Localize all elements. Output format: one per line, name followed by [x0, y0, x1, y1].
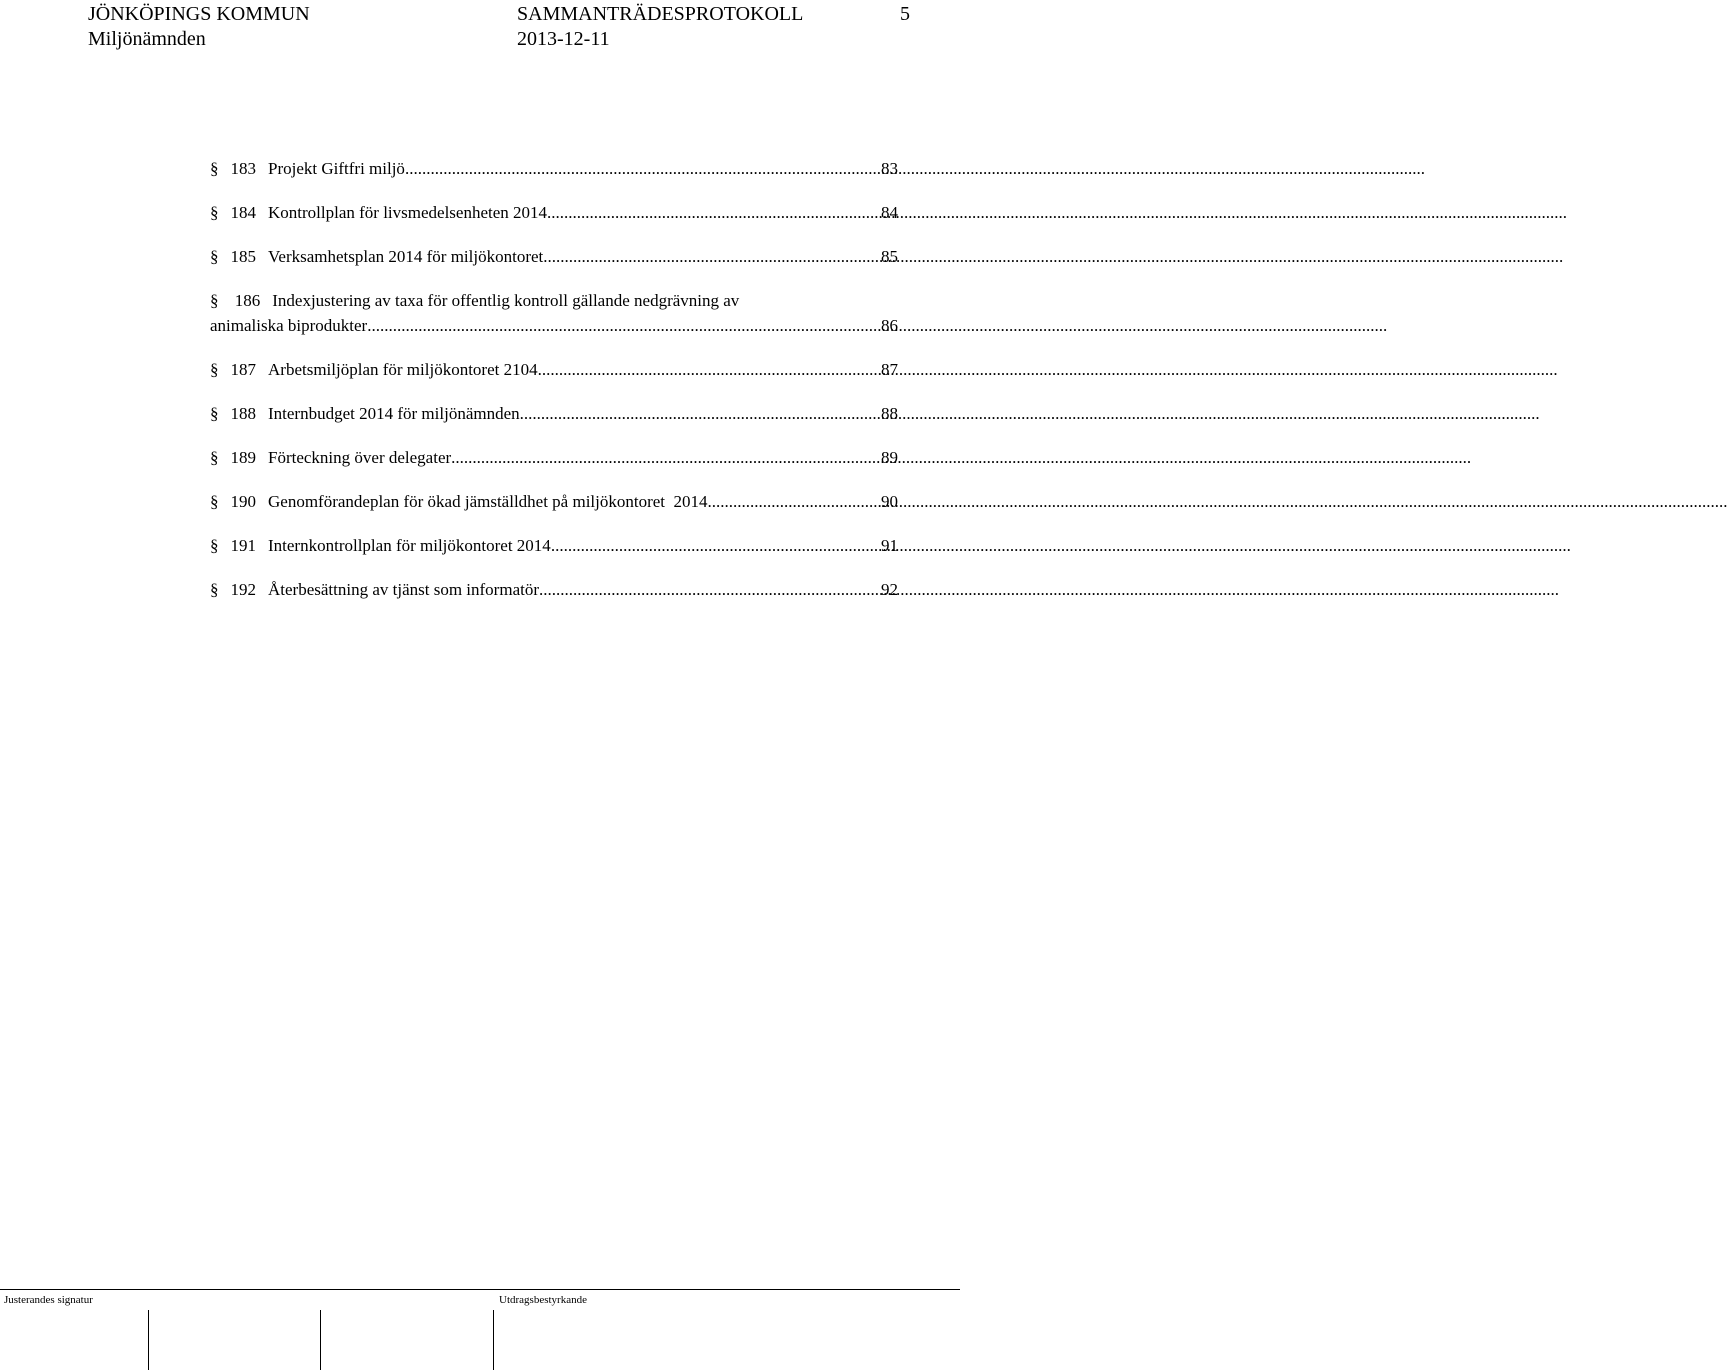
- section-sign: §: [210, 404, 219, 423]
- toc-entry-page: 89: [881, 448, 898, 467]
- document-type: SAMMANTRÄDESPROTOKOLL: [517, 3, 804, 25]
- organization-name: JÖNKÖPINGS KOMMUN: [88, 3, 310, 25]
- dot-leader: [405, 156, 880, 181]
- toc-entry-title-line2: animaliska biprodukter: [210, 316, 368, 335]
- dot-leader: [538, 357, 880, 382]
- toc-entry-number: 188: [230, 404, 256, 423]
- toc-entry-title: Kontrollplan för livsmedelsenheten 2014: [268, 203, 548, 222]
- toc-entry-number: 191: [230, 536, 256, 555]
- toc-entry-page: 90: [881, 492, 898, 511]
- dot-leader: [539, 577, 880, 602]
- dot-leader: [367, 313, 880, 338]
- table-of-contents: [210, 156, 898, 621]
- section-sign: §: [210, 580, 219, 599]
- section-sign: §: [210, 448, 219, 467]
- toc-entry-page: 91: [881, 536, 898, 555]
- dot-leader: [547, 200, 880, 225]
- toc-entry-page: 92: [881, 580, 898, 599]
- section-sign: §: [210, 360, 219, 379]
- toc-entry[interactable]: [210, 401, 898, 426]
- toc-entry-title: Arbetsmiljöplan för miljökontoret 2104: [268, 360, 538, 379]
- toc-entry-page: 86: [881, 316, 898, 335]
- toc-entry[interactable]: [210, 533, 898, 558]
- toc-entry-page: 87: [881, 360, 898, 379]
- toc-entry-number: 190: [230, 492, 256, 511]
- committee-name: Miljönämnden: [88, 28, 206, 50]
- signature-label: Justerandes signatur: [4, 1294, 93, 1306]
- toc-entry-title: Förteckning över delegater: [268, 448, 452, 467]
- footer-divider: [0, 1289, 960, 1290]
- section-sign: §: [210, 291, 219, 310]
- toc-entry[interactable]: [210, 288, 898, 338]
- toc-entry-number: 185: [230, 247, 256, 266]
- section-sign: §: [210, 536, 219, 555]
- toc-entry[interactable]: [210, 244, 898, 269]
- toc-entry-page: 88: [881, 404, 898, 423]
- signature-box-divider: [493, 1310, 494, 1370]
- toc-entry-number: 189: [230, 448, 256, 467]
- section-sign: §: [210, 203, 219, 222]
- section-sign: §: [210, 247, 219, 266]
- toc-entry-number: 192: [230, 580, 256, 599]
- signature-box-divider: [148, 1310, 149, 1370]
- toc-entry[interactable]: [210, 489, 898, 514]
- toc-entry-title: Internkontrollplan för miljökontoret 2014: [268, 536, 551, 555]
- dot-leader: [708, 489, 880, 514]
- toc-entry-page: 84: [881, 203, 898, 222]
- toc-entry-number: 183: [230, 159, 256, 178]
- section-sign: §: [210, 159, 219, 178]
- toc-entry-title: Internbudget 2014 för miljönämnden: [268, 404, 520, 423]
- page-number: 5: [900, 3, 910, 25]
- dot-leader: [520, 401, 880, 426]
- dot-leader: [543, 244, 880, 269]
- dot-leader: [551, 533, 880, 558]
- meeting-date: 2013-12-11: [517, 28, 610, 50]
- toc-entry-number: 187: [230, 360, 256, 379]
- toc-entry[interactable]: [210, 577, 898, 602]
- toc-entry-page: 83: [881, 159, 898, 178]
- certification-label: Utdragsbestyrkande: [499, 1294, 587, 1306]
- toc-entry-title: Återbesättning av tjänst som informatör: [268, 580, 539, 599]
- section-sign: §: [210, 492, 219, 511]
- toc-entry[interactable]: [210, 156, 898, 181]
- toc-entry-title: Projekt Giftfri miljö: [268, 159, 405, 178]
- toc-entry-title: Verksamhetsplan 2014 för miljökontoret: [268, 247, 544, 266]
- toc-entry-number: 186: [234, 291, 261, 310]
- signature-box-divider: [320, 1310, 321, 1370]
- toc-entry-number: 184: [230, 203, 256, 222]
- toc-entry[interactable]: [210, 200, 898, 225]
- toc-entry[interactable]: [210, 357, 898, 382]
- toc-entry-page: 85: [881, 247, 898, 266]
- toc-entry-title: Genomförandeplan för ökad jämställdhet på miljökontoret 2014: [268, 492, 708, 511]
- toc-entry-title-line1: Indexjustering av taxa för offentlig kontroll gällande nedgrävning av: [272, 291, 740, 310]
- toc-entry[interactable]: [210, 445, 898, 470]
- dot-leader: [451, 445, 880, 470]
